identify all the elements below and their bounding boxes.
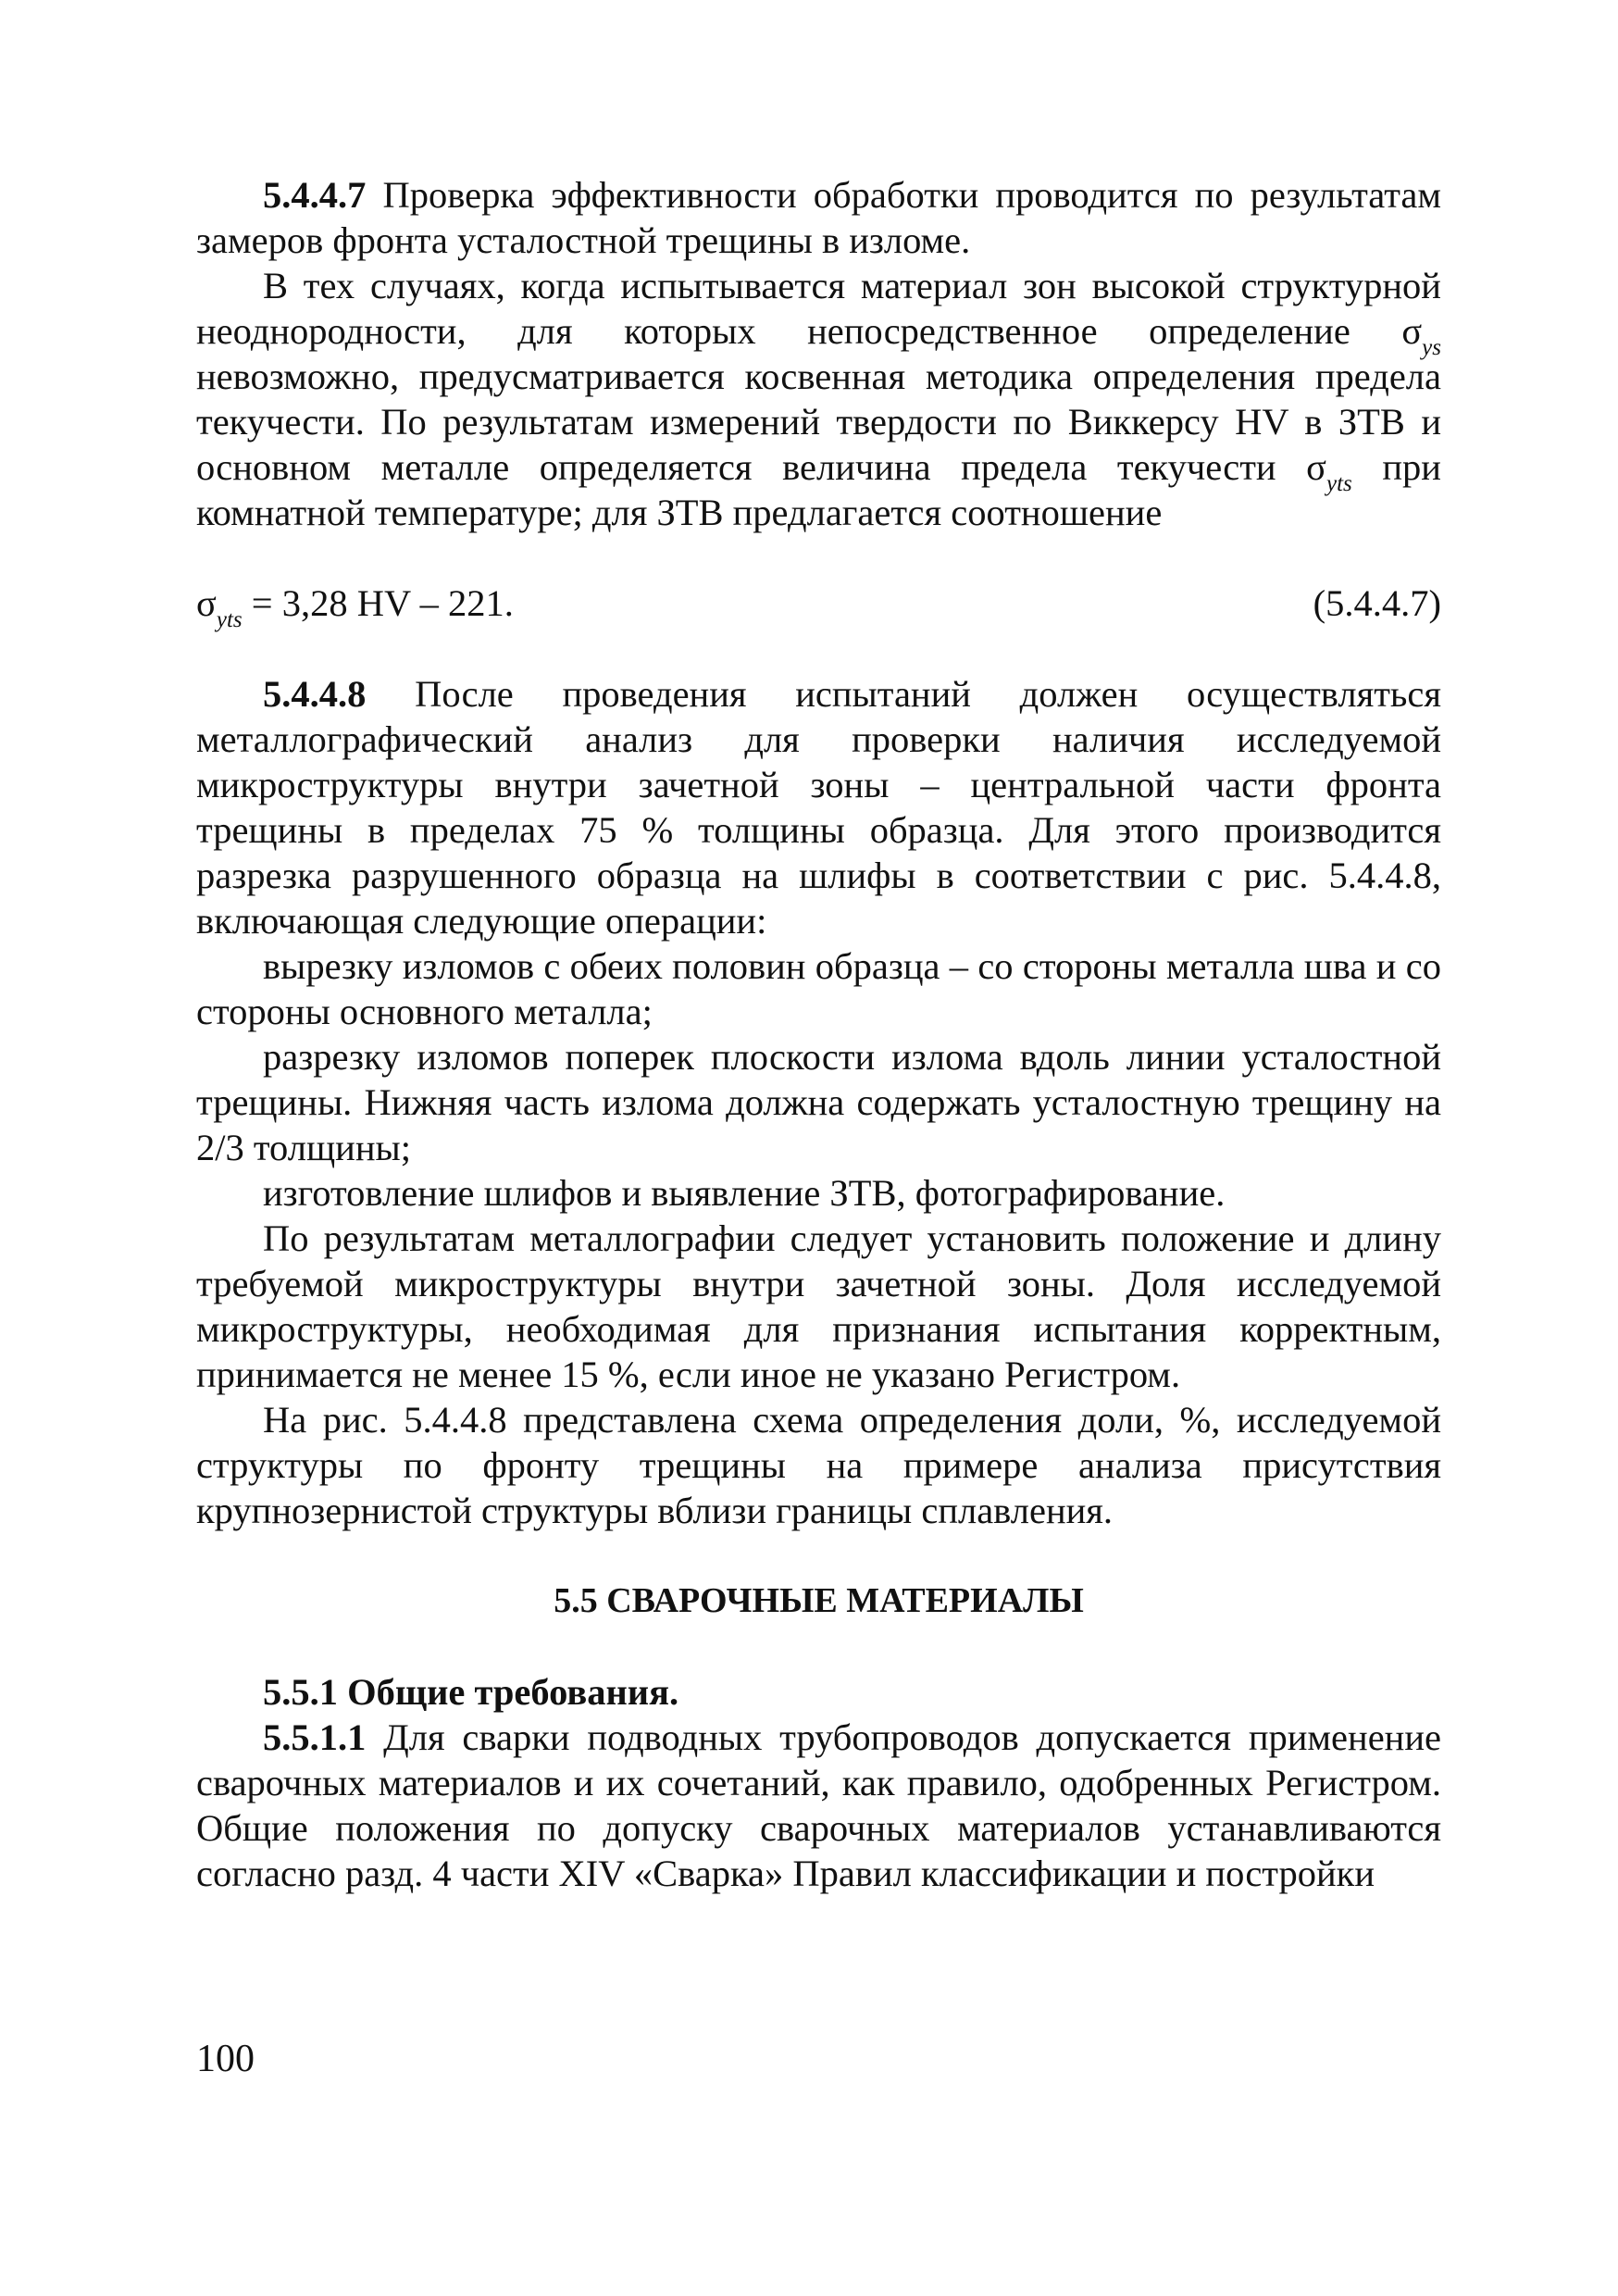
paragraph-text: В тех случаях, когда испытывается материал зон высокой структурной неоднородности, для которых непосредственное определение σ [196,265,1441,352]
paragraph-text: невозможно, предусматривается косвенная методика определения предела текучести. По результатам измерений твердости по Виккерсу HV в ЗТВ и основном металле определяется величина предела текучести σ [196,356,1441,488]
paragraph-text: Проверка эффективности обработки проводится по результатам замеров фронта усталостной трещины в изломе. [196,174,1441,261]
clause-number: 5.4.4.7 [263,174,367,216]
subscript: ys [1422,335,1441,360]
subsection-title: 5.5.1 Общие требования. [263,1671,679,1713]
subscript: yts [216,607,243,632]
clause-number: 5.5.1.1 [263,1716,367,1758]
section-title: 5.5 СВАРОЧНЫЕ МАТЕРИАЛЫ [554,1581,1084,1620]
page-number: 100 [196,2038,255,2080]
paragraph-indirect-method [196,263,1441,535]
paragraph-text: Для сварки подводных трубопроводов допускается применение сварочных материалов и их сочетаний, как правило, одобренных Регистром. Общие положения по допуску сварочных материалов устанавливаются согласно разд. 4 части XIV «Сварка» Правил классификации и постройки [196,1716,1441,1894]
formula-expression: $\sigma_{yts} = 3,28$ HV – 221. [196,582,514,632]
paragraph-text: После проведения испытаний должен осуществляться металлографический анализ для проверки наличия исследуемой микроструктуры внутри зачетной зоны – центральной части фронта трещины в пределах 75 % толщины образца. Для этого производится разрезка разрушенного образца на шлифы в соответствии с рис. 5.4.4.8, включающая следующие операции: [196,673,1441,942]
list-item: разрезку изломов поперек плоскости излома вдоль линии усталостной трещины. Нижняя часть излома должна содержать усталостную трещину на 2/3 толщины; [196,1036,1441,1168]
paragraph-text: при комнатной температуре; для ЗТВ предлагается соотношение [196,446,1441,533]
paragraph-figure-reference: На рис. 5.4.4.8 представлена схема определения доли, %, исследуемой структуры по фронту трещины на примере анализа присутствия крупнозернистой структуры вблизи границы сплавления. [196,1399,1441,1531]
clause-number: 5.4.4.8 [263,673,367,715]
paragraph-5-5-1-1 [196,1715,1441,1896]
formula-5-4-4-7 [196,580,1441,632]
subscript: yts [1326,471,1352,496]
page-body [196,172,1441,1896]
paragraph-5-4-4-7 [196,172,1441,263]
paragraph-metallography: По результатам металлографии следует установить положение и длину требуемой микроструктуры внутри зачетной зоны. Доля исследуемой микроструктуры, необходимая для признания испытания корректным, принимается не менее 15 %, если иное не указано Регистром. [196,1217,1441,1395]
list-item: вырезку изломов с обеих половин образца – со стороны металла шва и со стороны основного металла; [196,945,1441,1032]
paragraph-5-4-4-8 [196,671,1441,943]
list-item: изготовление шлифов и выявление ЗТВ, фотографирование. [263,1172,1226,1214]
formula-label: (5.4.4.7) [1313,582,1441,624]
